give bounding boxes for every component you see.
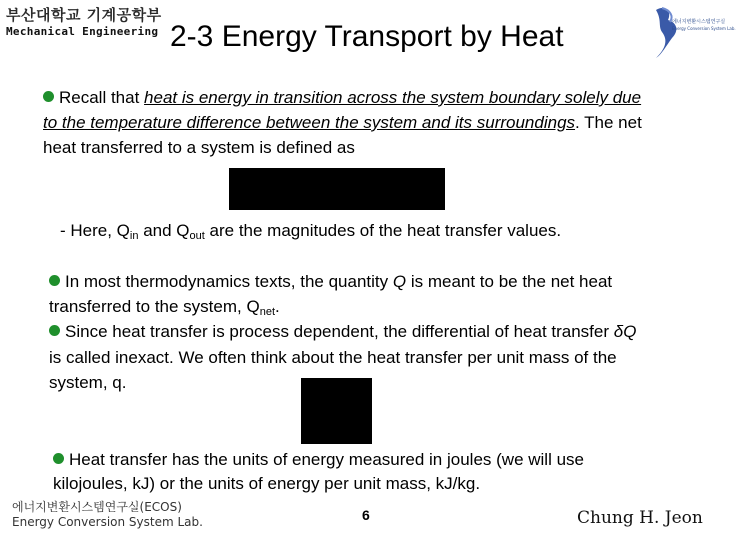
paragraph-recall-line3: heat transferred to a system is defined as [43, 138, 355, 157]
symbol-delta-q: δQ [613, 322, 637, 341]
text: Recall that [59, 88, 145, 107]
bullet-icon [49, 325, 60, 336]
emphasized-definition: to the temperature difference between the system and its surroundings [43, 113, 576, 132]
note-heat-magnitudes [60, 219, 561, 248]
text: is meant to be the net heat [406, 272, 613, 291]
equation-image-net-heat [229, 168, 445, 210]
paragraph-inexact-line2: is called inexact. We often think about the heat transfer per unit mass of the [49, 348, 617, 367]
text: - Here, Q [60, 221, 130, 240]
paragraph-net-heat-line1 [49, 270, 612, 294]
department-logo-text: Mechanical Engineering [6, 25, 159, 38]
paragraph-units-line2: kilojoules, kJ) or the units of energy per unit mass, kJ/kg. [53, 474, 481, 493]
subscript-in: in [129, 230, 139, 242]
text: In most thermodynamics texts, the quantity [65, 272, 393, 291]
equation-image-heat-per-mass [301, 378, 372, 444]
slide-title: 2-3 Energy Transport by Heat [170, 20, 564, 53]
paragraph-recall-line2 [43, 111, 642, 135]
subscript-net: net [259, 306, 275, 318]
lab-logo-emblem-icon [652, 2, 720, 60]
paragraph-inexact-line1 [49, 320, 636, 344]
text: . [275, 297, 280, 316]
paragraph-recall-line1 [43, 86, 641, 110]
bullet-icon [49, 275, 60, 286]
footer-lab-english: Energy Conversion System Lab. [12, 515, 203, 529]
page-number: 6 [362, 507, 370, 523]
lab-logo-korean: 에너지변환시스템연구실 [672, 19, 726, 25]
paragraph-inexact-line3: system, q. [49, 373, 127, 392]
footer-lab-name [12, 500, 203, 530]
symbol-q: Q [392, 272, 407, 291]
subscript-out: out [189, 230, 205, 242]
text: . The net [575, 113, 642, 132]
text: and Q [138, 221, 190, 240]
university-logo-korean: 부산대학교 기계공학부 [6, 6, 162, 24]
lab-logo-english: Energy Conversion System Lab. [672, 26, 736, 31]
emphasized-definition: heat is energy in transition across the system boundary solely due [144, 88, 642, 107]
text: Since heat transfer is process dependent, the differential of heat transfer [65, 322, 614, 341]
text: Heat transfer has the units of energy measured in joules (we will use [69, 450, 584, 469]
text: are the magnitudes of the heat transfer values. [204, 221, 562, 240]
author-name: Chung H. Jeon [577, 508, 703, 528]
text: transferred to the system, Q [49, 297, 260, 316]
footer-lab-korean: 에너지변환시스템연구실(ECOS) [12, 500, 182, 514]
paragraph-units-line1 [53, 448, 584, 472]
lab-logo [652, 2, 736, 60]
bullet-icon [43, 91, 54, 102]
bullet-icon [53, 453, 64, 464]
